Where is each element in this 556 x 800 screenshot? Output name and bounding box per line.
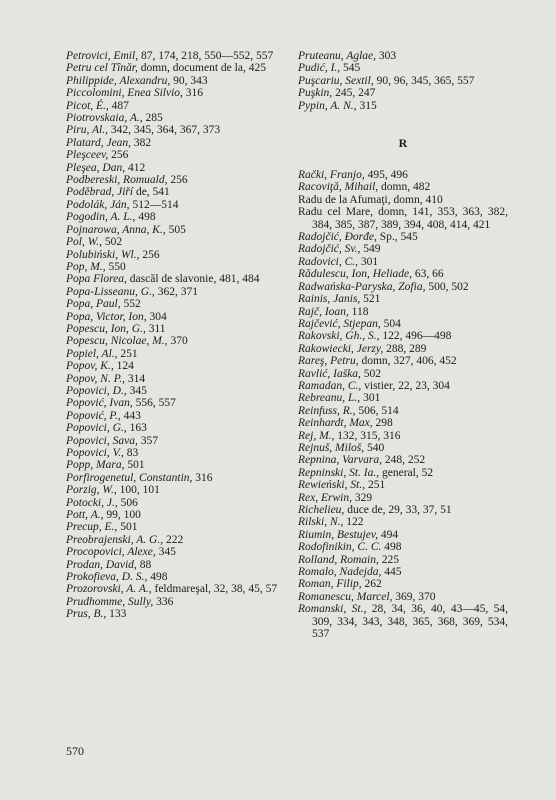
entry-references: 357 xyxy=(137,434,158,447)
index-group-p-continued xyxy=(298,50,508,112)
entry-name: Petrovici, Emil, xyxy=(66,50,139,62)
index-entry xyxy=(298,343,508,355)
entry-name: Rakowiecki, Jerzy, xyxy=(298,342,384,355)
entry-name: Popovici, Sava, xyxy=(66,434,138,447)
entry-name: Pypin, A. N., xyxy=(298,99,357,112)
entry-name: Rački, Franjo, xyxy=(298,169,365,182)
index-entry xyxy=(66,472,280,484)
entry-references: 506 xyxy=(117,496,138,509)
index-entry xyxy=(66,447,280,459)
entry-name: Racoviţă, Mihail, xyxy=(298,181,379,194)
entry-name: Poděbrad, Jiří xyxy=(66,186,134,199)
entry-name: Piotrovskaia, A., xyxy=(66,112,143,125)
index-entry xyxy=(66,459,280,471)
entry-references: 262 xyxy=(361,578,382,591)
entry-references: 251 xyxy=(365,479,386,492)
entry-name: Rilski, N., xyxy=(298,516,344,529)
entry-name: Rajč, Ioan, xyxy=(298,305,349,318)
entry-name: Popa Florea, xyxy=(66,273,127,286)
entry-references: 303 xyxy=(376,50,397,62)
entry-name: Porfirogenetul, Constantin, xyxy=(66,471,193,484)
index-entry xyxy=(66,124,280,136)
entry-references: 556, 557 xyxy=(132,397,176,410)
index-entry xyxy=(66,273,280,285)
entry-name: Piccolomini, Enea Silvio, xyxy=(66,87,183,100)
entry-references: 501 xyxy=(124,459,145,472)
index-entry xyxy=(298,355,508,367)
entry-references: 329 xyxy=(351,491,373,504)
entry-references: 88 xyxy=(136,558,152,571)
entry-references: 552 xyxy=(120,298,141,311)
entry-references: 245, 247 xyxy=(332,87,376,100)
index-entry xyxy=(66,571,280,583)
entry-name: Rejnuš, Miloš, xyxy=(298,441,365,454)
entry-references: 370 xyxy=(167,335,188,348)
entry-references: 256 xyxy=(167,174,188,187)
index-entry xyxy=(298,293,508,305)
entry-references: 311 xyxy=(145,322,166,335)
index-entry xyxy=(298,206,508,231)
entry-references: 505 xyxy=(165,223,186,236)
index-entry xyxy=(66,50,280,62)
entry-name: Rakovski, Gh., S., xyxy=(298,330,380,343)
entry-name: Popiel, Al., xyxy=(66,347,118,360)
index-entry xyxy=(66,75,280,87)
index-entry xyxy=(66,497,280,509)
entry-references: 256 xyxy=(139,248,160,261)
index-column-left xyxy=(66,50,280,621)
entry-references: 124 xyxy=(113,360,134,373)
entry-references: feldmareşal, 32, 38, 45, 57 xyxy=(151,583,278,596)
entry-references: 132, 315, 316 xyxy=(334,429,401,442)
index-entry xyxy=(298,87,508,99)
entry-name: Romanski, St., xyxy=(298,603,367,616)
entry-name: Pol, W., xyxy=(66,236,102,249)
entry-references: 90, 96, 345, 365, 557 xyxy=(373,74,475,87)
entry-references: 118 xyxy=(348,305,369,318)
entry-references: 63, 66 xyxy=(412,268,444,281)
entry-references: 163 xyxy=(126,422,147,435)
entry-name: Preobrajenski, A. G., xyxy=(66,533,164,546)
entry-references: duce de, 29, 33, 37, 51 xyxy=(344,504,452,516)
entry-references: 301 xyxy=(360,392,381,405)
entry-references: de, 541 xyxy=(133,186,170,199)
index-entry xyxy=(66,211,280,223)
index-entry xyxy=(66,87,280,99)
entry-references: 501 xyxy=(117,521,138,534)
index-entry xyxy=(298,417,508,429)
entry-name: Radovici, C., xyxy=(298,255,359,268)
index-entry xyxy=(66,373,280,385)
entry-references: 316 xyxy=(192,471,213,484)
entry-name: Puşcariu, Sextil, xyxy=(298,74,374,87)
entry-references: 369, 370 xyxy=(392,590,436,603)
entry-references: general, 52 xyxy=(379,466,434,479)
entry-name: Potocki, J., xyxy=(66,496,118,509)
index-entry xyxy=(298,516,508,528)
entry-name: Pleşea, Dan, xyxy=(66,161,126,174)
index-entry xyxy=(298,100,508,112)
index-entry xyxy=(66,137,280,149)
index-entry xyxy=(66,162,280,174)
entry-name: Porzig, W., xyxy=(66,484,117,497)
entry-name: Riumin, Bestujev, xyxy=(298,528,378,541)
index-entry xyxy=(298,380,508,392)
index-entry xyxy=(66,484,280,496)
entry-references: 298 xyxy=(372,417,393,430)
index-entry xyxy=(66,534,280,546)
entry-name: Pudić, I., xyxy=(298,62,341,75)
entry-references: 362, 371 xyxy=(154,285,198,298)
entry-references: domn, 482 xyxy=(378,181,431,194)
index-entry xyxy=(298,318,508,330)
index-group-r xyxy=(298,169,508,640)
entry-name: Pott, A., xyxy=(66,509,104,522)
entry-references: 122 xyxy=(343,516,364,529)
entry-name: Pleşceev, xyxy=(66,149,109,162)
entry-references: 498 xyxy=(147,571,168,584)
index-entry xyxy=(298,306,508,318)
entry-name: Reinfuss, R., xyxy=(298,404,356,417)
entry-references: 502 xyxy=(360,367,382,380)
index-entry xyxy=(298,181,508,193)
entry-references: 315 xyxy=(356,99,377,112)
entry-name: Popovici, V., xyxy=(66,447,124,459)
entry-references: 345 xyxy=(155,546,176,559)
entry-references: 506, 514 xyxy=(355,404,399,417)
entry-references: 494 xyxy=(377,528,399,541)
index-entry xyxy=(298,566,508,578)
index-entry xyxy=(298,62,508,74)
entry-references: 222 xyxy=(163,533,184,546)
index-entry xyxy=(298,541,508,553)
entry-name: Polubiński, Wl., xyxy=(66,248,140,261)
entry-references: Radu cel Mare, domn, 141, 353, 363, 382, 384, 385, 387, 389, 394, 408, 414, 421 xyxy=(298,206,508,231)
entry-references: 100, 101 xyxy=(116,484,160,497)
entry-name: Petru cel Tînăr, xyxy=(66,62,138,75)
entry-name: Romalo, Nadejda, xyxy=(298,566,382,579)
entry-references: 487 xyxy=(108,99,129,112)
index-entry xyxy=(298,75,508,87)
index-entry xyxy=(66,311,280,323)
entry-name: Ravlić, Iaška, xyxy=(298,367,361,380)
entry-name: Rajčević, Stjepan, xyxy=(298,317,381,330)
entry-name: Platard, Jean, xyxy=(66,136,132,149)
index-entry xyxy=(66,422,280,434)
entry-references: 540 xyxy=(364,441,385,454)
entry-references: 545 xyxy=(340,62,361,75)
index-entry xyxy=(66,583,280,595)
entry-name: Prudhomme, Sully, xyxy=(66,595,154,608)
entry-name: Rej, M., xyxy=(298,429,335,442)
index-entry xyxy=(298,554,508,566)
index-entry xyxy=(298,392,508,404)
entry-name: Precup, E., xyxy=(66,521,118,534)
index-entry xyxy=(66,261,280,273)
index-entry xyxy=(66,410,280,422)
entry-name: Prodan, David, xyxy=(66,558,137,571)
entry-name: Popa, Victor, Ion, xyxy=(66,310,147,323)
entry-name: Popović, P., xyxy=(66,409,121,422)
entry-references: 83 xyxy=(123,447,139,459)
entry-name: Rădulescu, Ion, Heliade, xyxy=(298,268,413,281)
entry-name: Philippide, Alexandru, xyxy=(66,74,171,87)
entry-name: Pop, M., xyxy=(66,260,106,273)
index-entry xyxy=(66,435,280,447)
entry-name: Prozorovski, A. A., xyxy=(66,583,152,596)
index-entry xyxy=(298,268,508,280)
entry-name: Romanescu, Marcel, xyxy=(298,590,393,603)
page-number: 570 xyxy=(66,744,84,758)
index-entry xyxy=(66,397,280,409)
entry-name: Ramadan, C., xyxy=(298,379,362,392)
entry-name: Popa-Lisseanu, G., xyxy=(66,285,155,298)
entry-references: 90, 343 xyxy=(170,74,208,87)
index-entry xyxy=(66,186,280,198)
index-entry xyxy=(66,298,280,310)
entry-references: 288, 289 xyxy=(383,342,427,355)
entry-references: 122, 496—498 xyxy=(379,330,452,343)
index-entry xyxy=(298,256,508,268)
entry-references: Sp., 545 xyxy=(376,231,418,244)
entry-references: vistier, 22, 23, 304 xyxy=(361,379,450,392)
index-entry xyxy=(66,323,280,335)
entry-name: Rewieński, St., xyxy=(298,479,366,492)
entry-name: Popović, Ivan, xyxy=(66,397,133,410)
entry-references: 382 xyxy=(131,136,152,149)
entry-references: 445 xyxy=(381,566,402,579)
entry-name: Procopovici, Alexe, xyxy=(66,546,156,559)
index-entry xyxy=(298,492,508,504)
entry-name: Podbereski, Romuald, xyxy=(66,174,168,187)
entry-name: Repnina, Varvara, xyxy=(298,454,383,467)
entry-references: 495, 496 xyxy=(364,169,408,182)
index-entry xyxy=(298,243,508,255)
index-entry xyxy=(66,149,280,161)
entry-references: Radu de la Afumaţi, domn, 410 xyxy=(298,193,443,206)
entry-name: Roman, Filip, xyxy=(298,578,362,591)
index-entry xyxy=(298,194,508,206)
entry-name: Pojnarowa, Anna, K., xyxy=(66,223,166,236)
index-entry xyxy=(66,608,280,620)
index-entry xyxy=(298,169,508,181)
index-entry xyxy=(298,504,508,516)
entry-name: Popovici, G., xyxy=(66,422,127,435)
entry-name: Rebreanu, L., xyxy=(298,392,361,405)
entry-name: Podolák, Ján, xyxy=(66,198,130,211)
entry-references: 99, 100 xyxy=(103,509,141,522)
index-entry xyxy=(298,281,508,293)
index-entry xyxy=(298,479,508,491)
entry-references: domn, 327, 406, 452 xyxy=(358,355,457,368)
entry-name: Radojčić, Đorđe, xyxy=(298,231,377,244)
entry-references: 443 xyxy=(120,409,141,422)
entry-name: Popov, K., xyxy=(66,360,114,373)
entry-references: 28, 34, 36, 40, 43—45, 54, 309, 334, 343, 348, 365, 368, 369, 534, 537 xyxy=(312,603,508,641)
entry-name: Rolland, Romain, xyxy=(298,553,379,566)
entry-references: 248, 252 xyxy=(382,454,426,467)
index-entry xyxy=(298,454,508,466)
entry-references: 549 xyxy=(360,243,381,256)
entry-references: 336 xyxy=(153,595,174,608)
index-entry xyxy=(66,112,280,124)
index-entry xyxy=(66,521,280,533)
entry-references: 502 xyxy=(102,236,123,249)
index-entry xyxy=(66,546,280,558)
index-entry xyxy=(66,286,280,298)
entry-name: Pogodin, A. L., xyxy=(66,211,136,224)
index-entry xyxy=(298,231,508,243)
entry-references: 251 xyxy=(117,347,138,360)
entry-name: Prokofieva, D. S., xyxy=(66,571,148,584)
entry-references: 285 xyxy=(142,112,163,125)
index-entry xyxy=(66,62,280,74)
index-entry xyxy=(298,578,508,590)
entry-references: 498 xyxy=(381,541,402,554)
index-entry xyxy=(298,50,508,62)
entry-references: 504 xyxy=(380,317,401,330)
entry-name: Popescu, Ion, G., xyxy=(66,322,146,335)
entry-name: Rex, Erwin, xyxy=(298,491,352,504)
index-entry xyxy=(66,360,280,372)
index-entry xyxy=(298,591,508,603)
entry-name: Reinhardt, Max, xyxy=(298,417,373,430)
entry-name: Radojčić, Sv., xyxy=(298,243,361,256)
index-entry xyxy=(66,509,280,521)
index-entry xyxy=(66,174,280,186)
section-letter-heading: R xyxy=(398,136,408,151)
index-entry xyxy=(66,559,280,571)
index-entry xyxy=(298,603,508,640)
index-entry xyxy=(298,330,508,342)
index-entry xyxy=(298,442,508,454)
entry-name: Popp, Mara, xyxy=(66,459,125,472)
index-entry xyxy=(298,529,508,541)
entry-references: 301 xyxy=(358,255,379,268)
entry-references: 550 xyxy=(105,260,126,273)
index-entry xyxy=(66,100,280,112)
entry-name: Rainis, Janis, xyxy=(298,293,361,306)
entry-name: Popovici, D., xyxy=(66,384,127,397)
entry-name: Popov, N. P., xyxy=(66,372,125,385)
index-entry xyxy=(298,467,508,479)
index-entry xyxy=(298,368,508,380)
entry-references: 314 xyxy=(125,372,146,385)
entry-references: 87, 174, 218, 550—552, 557 xyxy=(138,50,274,62)
entry-references: 316 xyxy=(182,87,204,100)
entry-references: 500, 502 xyxy=(425,280,469,293)
entry-name: Puşkin, xyxy=(298,87,333,100)
entry-name: Pruteanu, Aglae, xyxy=(298,50,377,62)
entry-references: 256 xyxy=(108,149,129,162)
index-entry xyxy=(66,249,280,261)
entry-name: Popescu, Nicolae, M., xyxy=(66,335,168,348)
index-entry xyxy=(66,199,280,211)
index-column-right xyxy=(298,50,508,640)
entry-name: Rodofinikin, C. C. xyxy=(298,541,382,554)
entry-references: 521 xyxy=(360,293,381,306)
entry-references: 304 xyxy=(146,310,167,323)
entry-name: Picot, É., xyxy=(66,99,109,112)
index-entry xyxy=(298,430,508,442)
entry-references: 412 xyxy=(125,161,146,174)
entry-name: Prus, B., xyxy=(66,608,107,621)
entry-references: dascăl de slavonie, 481, 484 xyxy=(126,273,260,286)
entry-name: Richelieu, xyxy=(298,504,345,516)
entry-references: 225 xyxy=(378,553,399,566)
entry-name: Repninski, St. Ia., xyxy=(298,466,380,479)
entry-name: Rareş, Petru, xyxy=(298,355,359,368)
entry-references: 345 xyxy=(126,384,147,397)
index-entry xyxy=(298,405,508,417)
entry-references: domn, document de la, 425 xyxy=(137,62,266,75)
entry-references: 133 xyxy=(106,608,127,621)
entry-name: Piru, Al., xyxy=(66,124,108,137)
entry-references: 512—514 xyxy=(129,198,179,211)
index-entry xyxy=(66,236,280,248)
entry-references: 342, 345, 364, 367, 373 xyxy=(107,124,221,137)
index-entry xyxy=(66,224,280,236)
index-entry xyxy=(66,385,280,397)
entry-name: Radwańska-Paryska, Zofia, xyxy=(298,280,426,293)
index-entry xyxy=(66,596,280,608)
index-entry xyxy=(66,335,280,347)
entry-name: Popa, Paul, xyxy=(66,298,121,311)
index-entry xyxy=(66,348,280,360)
entry-references: 498 xyxy=(135,211,156,224)
